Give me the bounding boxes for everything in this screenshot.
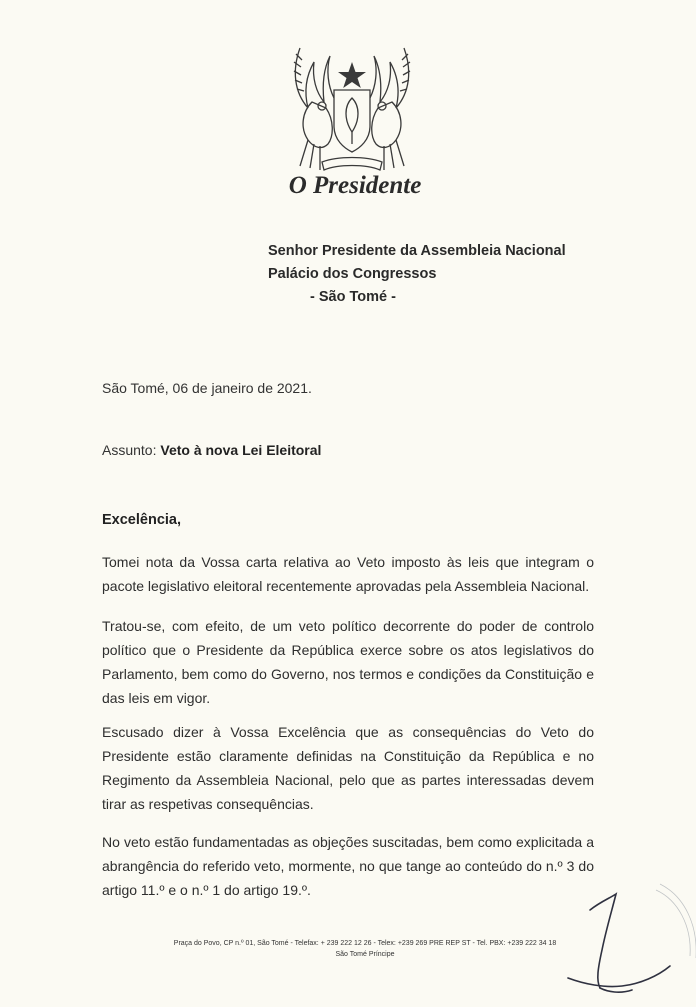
body-paragraph: Tomei nota da Vossa carta relativa ao Veto imposto às leis que integram o pacote legislativo eleitoral recentemente aprovadas pela Assembleia Nacional. [102,554,594,594]
body-paragraph: Tratou-se, com efeito, de um veto político decorrente do poder de controlo político que o Presidente da República exerce sobre os atos legislativos do Parlamento, bem como do Governo, nos termos e condições da Constituição e das leis em vigor. [102,618,594,706]
body-paragraph: No veto estão fundamentadas as objeções suscitadas, bem como explicitada a abrangência do referido veto, mormente, no que tange ao conteúdo do n.º 3 do artigo 11.º e o n.º 1 do artigo 19.º. [102,834,594,898]
subject-line [102,442,321,458]
date-line: São Tomé, 06 de janeiro de 2021. [102,380,312,396]
footer [120,938,610,960]
subject-label: Assunto: [102,442,157,458]
body-paragraph: Escusado dizer à Vossa Excelência que as consequências do Veto do Presidente estão claramente definidas na Constituição da República e no Regimento da Assembleia Nacional, pelo que as partes interessadas devem tirar as respetivas consequências. [102,724,594,812]
salutation: Excelência, [102,512,181,528]
footer-address: Praça do Povo, CP n.º 01, São Tomé - Telefax: + 239 222 12 26 - Telex: +239 269 PRE REP ST - Tel. PBX: +239 222 34 18 [173,940,557,947]
addressee-line: - São Tomé - [310,289,396,305]
addressee-line: Senhor Presidente da Assembleia Nacional [268,243,566,259]
office-title: O Presidente [288,172,422,199]
addressee-line: Palácio dos Congressos [268,266,437,282]
footer-country: São Tomé Príncipe [335,951,395,958]
addressee-block [268,240,598,309]
subject-text: Veto à nova Lei Eleitoral [160,442,322,458]
coat-of-arms-icon [282,40,422,178]
signature-icon [560,880,696,1007]
